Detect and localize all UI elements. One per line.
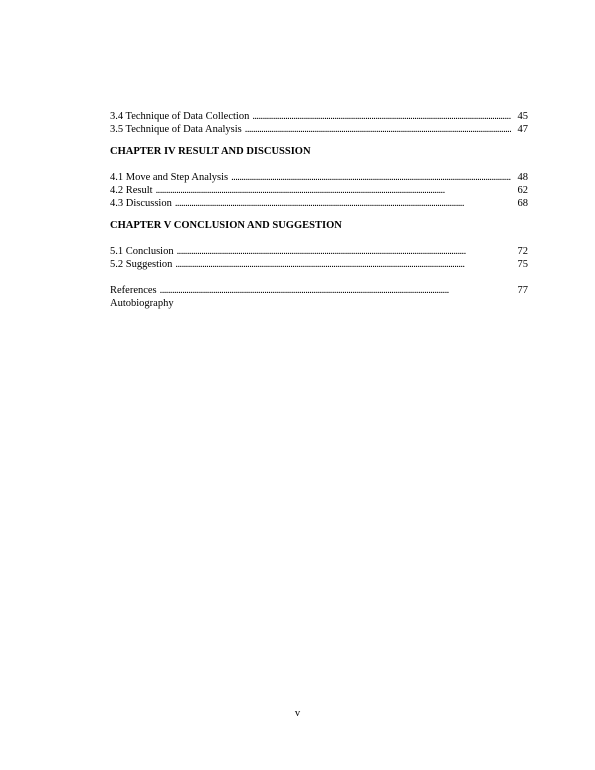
toc-entry-3-5 [110, 123, 528, 136]
toc-entry-label: 5.1 Conclusion [110, 246, 174, 257]
dot-leader [175, 197, 511, 210]
dot-leader [231, 171, 511, 184]
dot-leader [177, 245, 511, 258]
toc-entry-5-1 [110, 245, 528, 258]
dot-leader [160, 284, 511, 297]
dot-leader [175, 258, 511, 271]
dot-leader [252, 110, 511, 123]
toc-entry-label: 3.4 Technique of Data Collection [110, 111, 250, 122]
toc-entry-page: 77 [517, 285, 528, 296]
toc-entry-4-2 [110, 184, 528, 197]
toc-entry-page: 72 [517, 246, 528, 257]
toc-entry-label: Autobiography [110, 298, 174, 309]
dot-leader [245, 123, 511, 136]
chapter-heading-4: CHAPTER IV RESULT AND DISCUSSION [110, 146, 311, 157]
toc-entry-page: 62 [517, 185, 528, 196]
toc-entry-label: 5.2 Suggestion [110, 259, 173, 270]
table-of-contents [110, 110, 528, 310]
toc-entry-page: 68 [517, 198, 528, 209]
toc-entry-page: 47 [517, 124, 528, 135]
toc-entry-references [110, 284, 528, 297]
chapter-heading-5: CHAPTER V CONCLUSION AND SUGGESTION [110, 220, 342, 231]
toc-entry-label: 3.5 Technique of Data Analysis [110, 124, 242, 135]
dot-leader [156, 184, 511, 197]
toc-entry-page: 48 [517, 172, 528, 183]
toc-entry-4-3 [110, 197, 528, 210]
toc-entry-page: 45 [517, 111, 528, 122]
toc-entry-label: 4.1 Move and Step Analysis [110, 172, 229, 183]
toc-entry-label: References [110, 285, 157, 296]
toc-entry-5-2 [110, 258, 528, 271]
page-number: v [294, 708, 301, 719]
toc-entry-4-1 [110, 171, 528, 184]
toc-entry-3-4 [110, 110, 528, 123]
toc-entry-page: 75 [517, 259, 528, 270]
toc-entry-label: 4.3 Discussion [110, 198, 172, 209]
toc-entry-label: 4.2 Result [110, 185, 153, 196]
toc-entry-autobiography [110, 297, 528, 310]
